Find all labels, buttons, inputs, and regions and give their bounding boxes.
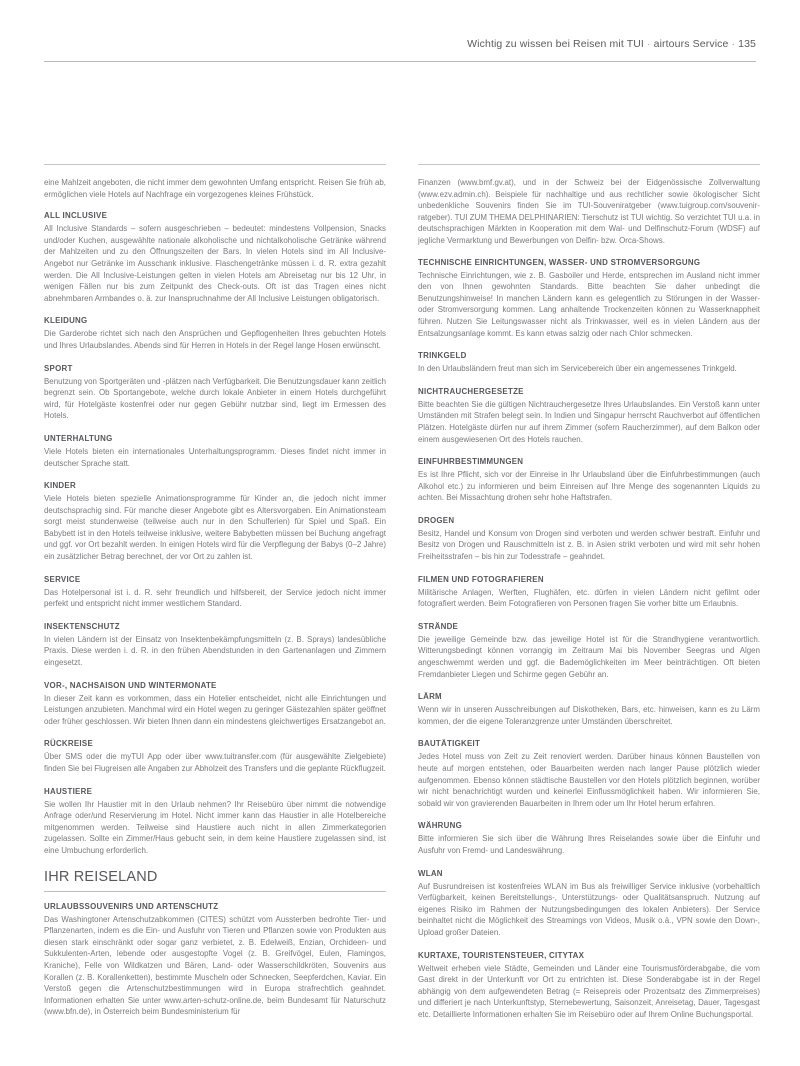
big-section-ihr-reiseland [44, 868, 386, 1018]
running-head-title: Wichtig zu wissen bei Reisen mit TUI [467, 38, 644, 50]
section-heading: TRINKGELD [418, 351, 467, 361]
section-body: Es ist Ihre Pflicht, sich vor der Einreise in Ihr Urlaubsland über die Einfuhrbestimmungen (auch Alkohol etc.) zu informieren und beim Einreisen auf Ihre Menge des sogenannten Liquids zu achten. Bei Missachtung drohen sehr hohe Haftstrafen. [418, 470, 760, 503]
section-insektenschutz [44, 621, 386, 669]
section-body: Militärische Anlagen, Werften, Flughäfen, etc. dürfen in vielen Ländern nicht gefilmt oder fotografiert werden. Beim Fotografieren von Personen fragen Sie vorher bitte um Erlaubnis. [418, 587, 760, 609]
section-bautaetigkeit [418, 738, 760, 809]
section-unterhaltung [44, 433, 386, 469]
section-heading: ALL INCLUSIVE [44, 211, 108, 221]
section-body: Über SMS oder die myTUI App oder über www.tuitransfer.com (für ausgewählte Zielgebiete) finden Sie bei Flugreisen alle Angaben zur Abholzeit des Transfers und die geplante Rückflugzeit. [44, 752, 386, 773]
section-rueckreise [44, 738, 386, 774]
section-heading: DROGEN [418, 515, 455, 525]
section-body: In vielen Ländern ist der Einsatz von Insektenbekämpfungsmitteln (z. B. Sprays) landesübliche Praxis. Diese werden i. d. R. in den frühen Abendstunden in den Gartenanlagen und Zimmern eingesetzt. [44, 634, 386, 668]
section-kurtaxe [418, 950, 760, 1021]
running-head-brand: airtours Service [653, 38, 729, 50]
right-intro-paragraph: Finanzen (www.bmf.gv.at), und in der Schweiz bei der Eidgenössische Zollverwaltung (www.ezv.admin.ch). Beispiele für nachhaltige und aus rechtlicher sowie ökologischer Sicht unbedenkliche Souvenirs finden Sie im TUI-Souveniratgeber (www.tuigroup.com/souvenir-ratgeber). TUI ZUM THEMA DELPHINARIEN: Tierschutz ist TUI wichtig. So verzichtet TUI u.a. in deutschsprachigen Märkten in Kooperation mit dem Wal- und Delfinschutz-Forum (WDSF) auf jegliche Vermarktung und Bewerbungen von Delfin- bzw. Orca-Shows. [418, 178, 760, 245]
header-divider [44, 61, 756, 62]
right-column-top-divider [418, 164, 760, 165]
section-body: Benutzung von Sportgeräten und -plätzen nach Verfügbarkeit. Die Benutzungsdauer kann zeitlich begrenzt sein. Ob Sportangebote, welche durch lokale Anbieter in einem Hotels durchgeführt wird, für Hotelgäste kostenfrei oder nur gegen Gebühr nutzbar sind, liegt im Ermessen des Hotels. [44, 376, 386, 421]
section-drogen [418, 515, 760, 563]
section-nichtrauchergesetze [418, 386, 760, 445]
section-heading: NICHTRAUCHERGESETZE [418, 386, 524, 396]
section-body: Das Hotelpersonal ist i. d. R. sehr freundlich und hilfsbereit, der Service jedoch nicht immer perfekt und entspricht nicht immer westlichem Standard. [44, 587, 386, 609]
running-head [44, 38, 756, 50]
section-heading: LÄRM [418, 692, 442, 702]
section-heading: VOR-, NACHSAISON UND WINTERMONATE [44, 680, 217, 690]
section-body: Die Garderobe richtet sich nach den Ansprüchen und Gepflogenheiten Ihres gebuchten Hotels und Ihres Urlaubslandes. Abends sind für Herren in Hotels in der Regel lange Hosen erwünscht. [44, 329, 386, 350]
section-body: In dieser Zeit kann es vorkommen, dass ein Hotelier entscheidet, nicht alle Einrichtungen und Leistungen anzubieten. Manchmal wird ein Hotel wegen zu geringer Gästezahlen später geöffnet oder früher geschlossen. Wir bieten Ihnen dann ein mindestens gleichwertiges Ersatzangebot an. [44, 693, 386, 726]
left-intro-paragraph: eine Mahlzeit angeboten, die nicht immer dem gewohnten Umfang entspricht. Reisen Sie früh ab, ermöglichen viele Hotels auf Nachfrage ein vorgezogenes kleines Frühstück. [44, 178, 386, 199]
right-column [418, 164, 760, 1031]
section-heading: TECHNISCHE EINRICHTUNGEN, WASSER- UND STROMVERSORGUNG [418, 257, 701, 267]
section-laerm [418, 691, 760, 727]
section-body: Bitte beachten Sie die gültigen Nichtrauchergesetze Ihres Urlaubslandes. Ein Verstoß kann unter Umständen mit Strafen belegt sein. In Indien und Singapur herrscht Rauchverbot auf öffentlichen Plätzen. Hotelgäste dürfen nur auf ihrem Zimmer (sofern Raucherzimmer), auf dem Balkon oder einem ausgewiesenen Ort des Hotels rauchen. [418, 399, 760, 444]
section-heading: FILMEN UND FOTOGRAFIEREN [418, 574, 544, 584]
section-heading: WLAN [418, 868, 443, 878]
section-body: Das Washingtoner Artenschutzabkommen (CITES) schützt vom Aussterben bedrohte Tier- und Pflanzenarten, indem es die Ein- und Ausfuhr von Tieren und Pflanzen sowie von Produkten aus diesen stark einschränkt oder sogar ganz verbietet, z. B. Edelweiß, Enzian, Orchideen- und Sukkulenten-Arten, lebende oder ausgestopfte Vogel (z. B. Greifvögel, Eulen, Flamingos, Kraniche), Felle von Wildkatzen und Bären, Land- oder Wasserschildkröten, Souvenirs aus Korallen (z. B. Korallenketten), bestimmte Muscheln oder Schnecken, Seepferdchen, Kaviar. Ein Verstoß gegen die Artenschutzbestimmungen wird in Europa strafrechtlich geahndet. Informationen erhalten Sie unter www.arten-schutz-online.de, beim Bundesamt für Naturschutz (www.bfn.de), in Österreich beim Bundesministerium für [44, 914, 386, 1017]
section-body: Wenn wir in unseren Ausschreibungen auf Diskotheken, Bars, etc. hinweisen, kann es zu Lärm kommen, der die eigene Toleranzgrenze unter Umständen überschreitet. [418, 705, 760, 726]
section-heading: BAUTÄTIGKEIT [418, 739, 481, 749]
section-heading: INSEKTENSCHUTZ [44, 621, 120, 631]
section-body: All Inclusive Standards – sofern ausgeschrieben – bedeutet: mindestens Vollpension, Snacks und/oder Kuchen, ausgewählte nationale alkoholische und nichtalkoholische Getränke während der Mahlzeiten und zu den Öffnungszeiten der Bars. In vielen Hotels sind im All Inclusive-Angebot nur Getränke im Ausschank inklusive. Flaschengetränke müssen i. d. R. extra gezahlt werden. Die All Inclusive-Leistungen gelten in vielen Hotels am Abreisetag nur bis 12 Uhr, in wenigen Fällen nur bis zum Zeitpunkt des Check-outs. Oft ist das Tragen eines nicht abnehmbaren Armbandes o. ä. zur Inanspruchnahme der All Inclusive Leistungen obligatorisch. [44, 224, 386, 303]
section-heading: RÜCKREISE [44, 739, 93, 749]
section-urlaubssouvenirs [44, 901, 386, 1018]
section-heading: SPORT [44, 363, 73, 373]
left-column [44, 164, 386, 1031]
big-section-title: IHR REISELAND [44, 868, 158, 885]
section-body: Die jeweilige Gemeinde bzw. das jeweilige Hotel ist für die Strandhygiene verantwortlich. Witterungsbedingt können vorrangig im Zeitraum Mai bis November Seegras und Algen angeschwemmt werden und ggf. die Bademöglichkeiten im Meer beinträchtigen. Oft bieten Fremdanbieter Liegen und Schirme gegen Gebühr an. [418, 634, 760, 679]
section-heading: URLAUBSSOUVENIRS UND ARTENSCHUTZ [44, 901, 219, 911]
section-heading: KINDER [44, 481, 76, 491]
section-body: Jedes Hotel muss von Zeit zu Zeit renoviert werden. Darüber hinaus können Baustellen von heute auf morgen entstehen, oder Bauarbeiten werden nach langer Pause plötzlich wieder aufgenommen. Ebenso können städtische Baustellen vor den Hotels plötzlich beginnen, worüber wir nicht benachrichtigt wurden und keinerlei Einflussmöglichkeit haben. Wir informieren Sie, sobald wir von gravierenden Bauarbeiten in Ihrem oder um Ihr Hotel herum erfahren. [418, 752, 760, 808]
body-columns [44, 164, 760, 1031]
section-body: In den Urlaubsländern freut man sich im Servicebereich über ein angemessenes Trinkgeld. [418, 364, 737, 374]
section-haustiere [44, 786, 386, 857]
section-straende [418, 621, 760, 680]
section-einfuhrbestimmungen [418, 456, 760, 504]
big-section-divider [44, 891, 386, 892]
section-wlan [418, 868, 760, 939]
section-filmen-und-fotografieren [418, 574, 760, 610]
page-number: 135 [738, 38, 756, 50]
section-body: Auf Busrundreisen ist kostenfreies WLAN im Bus als freiwilliger Service inklusive (vorbehaltlich Verfügbarkeit, keinen Bereitstellungs-, Unterstützungs- oder Qualitätsanspruch. Nutzung auf eigenes Risiko im Rahmen der Nutzungsbedingungen des lokalen Anbieters). Der Service beinhaltet nicht die Möglichkeit des Streamings von Videos, Musik o.ä., VPN sowie den Down-, Upload großer Dateien. [418, 881, 760, 937]
section-technische-einrichtungen [418, 257, 760, 340]
section-body: Bitte informieren Sie sich über die Währung Ihres Reiselandes sowie über die Einfuhr und Ausfuhr von Fremd- und Landeswährung. [418, 834, 760, 855]
section-body: Weltweit erheben viele Städte, Gemeinden und Länder eine Tourismusförderabgabe, die vom Gast direkt in der Unterkunft vor Ort zu entrichten ist. Diese Sonderabgabe ist in der Regel abhängig von dem aufgewendeten Betrag (= Reisepreis oder Prozentsatz des Zimmerpreises) und differiert je nach Unterkunftstyp, Sternebewertung, Saisonzeit, Anreisetag, Dauer, Tagesgast etc. Detaillierte Informationen erhalten Sie im Reisebüro oder auf Ihrem Online Buchungsportal. [418, 963, 760, 1019]
section-all-inclusive [44, 210, 386, 304]
section-heading: HAUSTIERE [44, 786, 93, 796]
section-kleidung [44, 315, 386, 351]
section-kinder [44, 480, 386, 563]
section-body: Viele Hotels bieten ein internationales Unterhaltungsprogramm. Dieses findet nicht immer in deutscher Sprache statt. [44, 446, 386, 468]
section-sport [44, 363, 386, 422]
section-heading: EINFUHRBESTIMMUNGEN [418, 457, 524, 467]
section-body: Besitz, Handel und Konsum von Drogen sind verboten und werden schwer bestraft. Einfuhr und Besitz von Drogen und Rauschmitteln ist z. B. in Asien strikt verboten und wird mit sehr hohen Freiheitsstrafen – bis hin zur Todesstrafe – geahndet. [418, 528, 760, 562]
left-column-top-divider [44, 164, 386, 165]
section-body: Sie wollen Ihr Haustier mit in den Urlaub nehmen? Ihr Reisebüro über nimmt die notwendige Anfrage oder/und Reservierung im Hotel. Nicht immer kann das Haustier in alle Hotelbereiche mitgenommen werden. Teilweise sind Haustiere auch nicht in allen Zimmerkategorien zugelassen. Sollte ein Zimmer/Haus gebucht sein, in dem keine Haustiere zugelassen sind, ist eine Umbuchung erforderlich. [44, 799, 386, 855]
section-service [44, 574, 386, 610]
section-waehrung [418, 820, 760, 856]
section-body: Viele Hotels bieten spezielle Animationsprogramme für Kinder an, die jedoch nicht immer deutschsprachig sind. Für manche dieser Angebote gibt es Altersvorgaben. Ein Animationsteam sorgt meist stundenweise (teilweise auch nur in den Schulferien) für Spiel und Spaß. Ein Babybett ist in den Hotels teilweise inklusive, weitere Babybetten müssen bei Buchung angefragt und ggf. vor Ort bezahlt werden. In einigen Hotels wird für die Verpflegung der Babys (0–2 Jahre) ein zusätzlicher Betrag berechnet, der vor Ort zu zahlen ist. [44, 494, 386, 562]
section-heading: KLEIDUNG [44, 316, 88, 326]
section-heading: SERVICE [44, 574, 81, 584]
running-head-separator-2: · [731, 38, 736, 50]
section-heading: STRÄNDE [418, 621, 459, 631]
running-head-separator-1: · [646, 38, 651, 50]
section-heading: WÄHRUNG [418, 821, 463, 831]
section-heading: UNTERHALTUNG [44, 433, 113, 443]
section-vor-nachsaison [44, 680, 386, 728]
section-body: Technische Einrichtungen, wie z. B. Gasboiler und Herde, entsprechen im Ausland nicht immer den von Ihnen gewohnten Standards. Bitte beachten Sie daher unbedingt die Benutzungshinweise! In manchen Ländern kann es gelegentlich zu Störungen in der Wasser- oder Stromversorgung kommen. Lang anhaltende Trockenzeiten können zu Wasserknappheit führen. Nutzen Sie Leitungswasser nicht als Trinkwasser, weil es in vielen Ländern aus der Entsalzungsanlage kommt. Es kann etwas salzig oder nach Chlor schmecken. [418, 270, 760, 338]
section-trinkgeld [418, 350, 760, 375]
section-heading: KURTAXE, TOURISTENSTEUER, CITYTAX [418, 950, 585, 960]
